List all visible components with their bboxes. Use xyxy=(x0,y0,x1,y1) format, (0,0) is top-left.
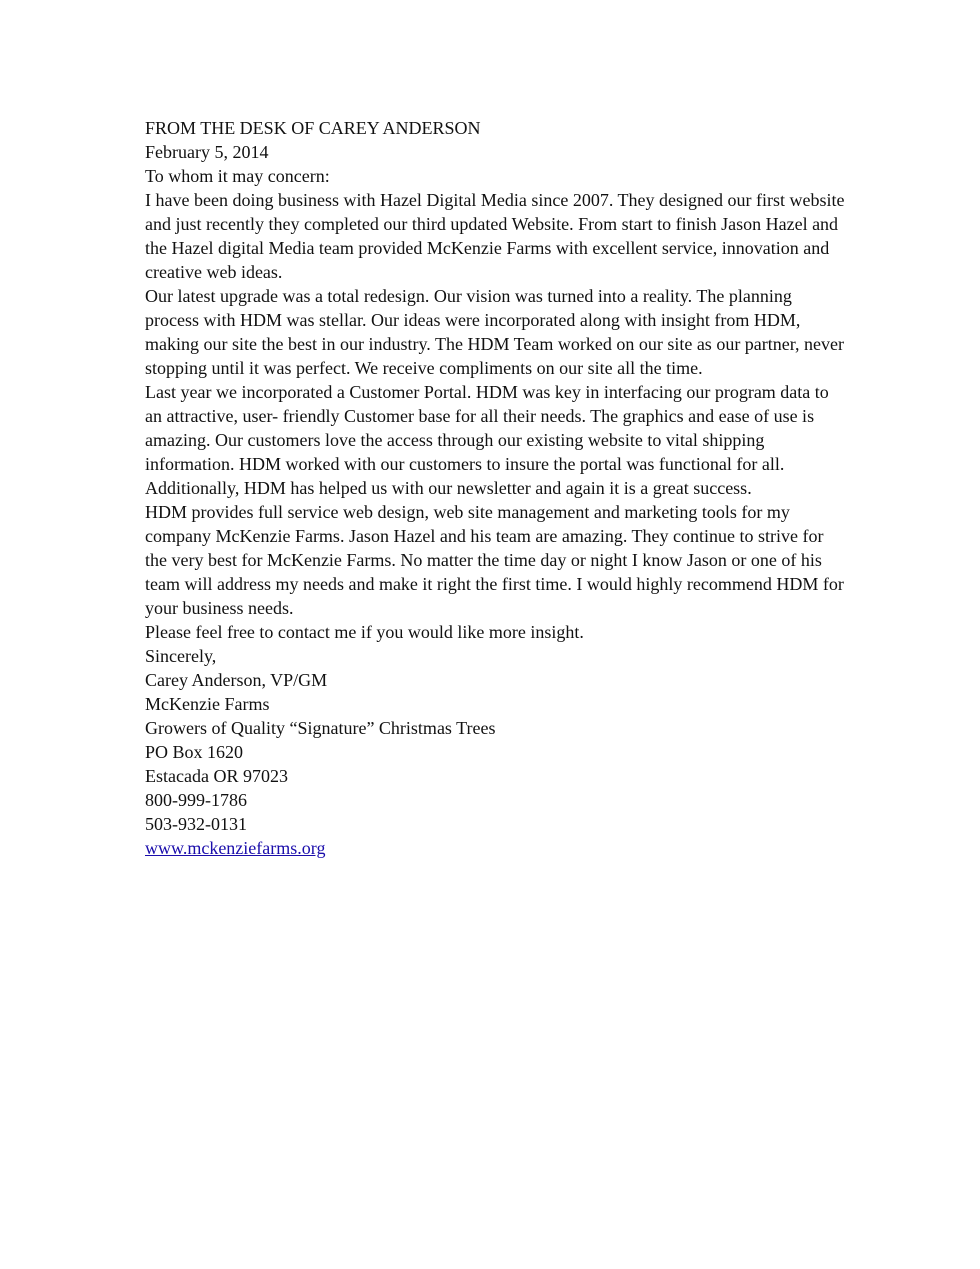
phone-primary: 800-999-1786 xyxy=(145,790,247,810)
salutation: To whom it may concern: xyxy=(145,166,330,186)
po-box: PO Box 1620 xyxy=(145,742,244,762)
paragraph-2: Our latest upgrade was a total redesign. Our vision was turned into a reality. The planning process with HDM was stellar. Our ideas were incorporated along with insight from HDM, making our site the best in our industry. The HDM Team worked on our site as our partner, never stopping until it was perfect. We receive compliments on our site all the time. xyxy=(145,286,845,378)
paragraph-5: Please feel free to contact me if you would like more insight. xyxy=(145,622,584,642)
letter-date: February 5, 2014 xyxy=(145,142,269,162)
paragraph-1: I have been doing business with Hazel Digital Media since 2007. They designed our first website and just recently they completed our third updated Website. From start to finish Jason Hazel and the Hazel digital Media team provided McKenzie Farms with excellent service, innovation and creative web ideas. xyxy=(145,190,845,282)
signature-block xyxy=(145,668,845,860)
closing: Sincerely, xyxy=(145,646,217,666)
paragraph-3: Last year we incorporated a Customer Portal. HDM was key in interfacing our program data to an attractive, user- friendly Customer base for all their needs. The graphics and ease of use is amazing. Our customers love the access through our existing website to vital shipping information. HDM worked with our customers to insure the portal was functional for all. Additionally, HDM has helped us with our newsletter and again it is a great success. xyxy=(145,382,829,498)
company-tagline: Growers of Quality “Signature” Christmas Trees xyxy=(145,718,496,738)
company-name: McKenzie Farms xyxy=(145,694,270,714)
letter-header: FROM THE DESK OF CAREY ANDERSON xyxy=(145,118,481,138)
city-state-zip: Estacada OR 97023 xyxy=(145,766,288,786)
letter xyxy=(145,116,845,860)
signer-name: Carey Anderson, VP/GM xyxy=(145,670,328,690)
paragraph-4: HDM provides full service web design, web site management and marketing tools for my company McKenzie Farms. Jason Hazel and his team are amazing. They continue to strive for the very best for McKenzie Farms. No matter the time day or night I know Jason or one of his team will address my needs and make it right the first time. I would highly recommend HDM for your business needs. xyxy=(145,502,844,618)
website-link[interactable]: www.mckenziefarms.org xyxy=(145,838,326,858)
phone-secondary: 503-932-0131 xyxy=(145,814,247,834)
